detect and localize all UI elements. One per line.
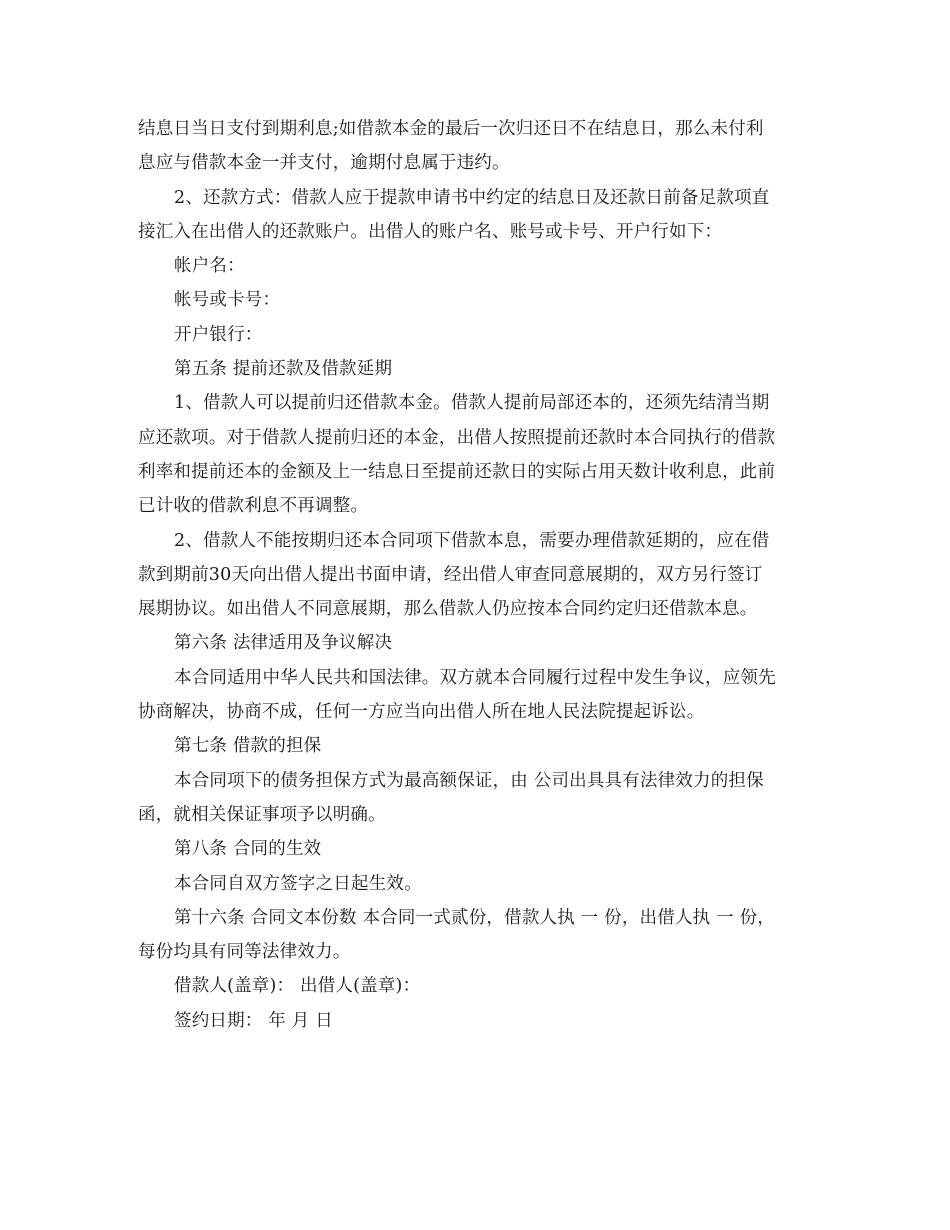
text-line: 接汇入在出借人的还款账户。出借人的账户名、账号或卡号、开户行如下： xyxy=(138,221,723,242)
text-line: 展期协议。如出借人不同意展期，那么借款人仍应按本合同约定归还借款本息。 xyxy=(138,599,758,620)
article-heading: 第六条 法律适用及争议解决 xyxy=(174,633,393,654)
text-line: 已计收的借款利息不再调整。 xyxy=(138,496,369,517)
document-page xyxy=(138,112,818,1038)
text-line: 结息日当日支付到期利息;如借款本金的最后一次归还日不在结息日，那么未付利 xyxy=(138,119,764,139)
text-line: 2、还款方式：借款人应于提款申请书中约定的结息日及还款日前备足款项直 xyxy=(174,187,770,208)
bank-label: 开户银行： xyxy=(174,324,263,345)
text-line: 应还款项。对于借款人提前归还的本金，出借人按照提前还款时本合同执行的借款 xyxy=(138,427,776,448)
text-line: 利率和提前还本的金额及上一结息日至提前还款日的实际占用天数计收利息，此前 xyxy=(138,461,776,482)
text-line: 每份均具有同等法律效力。 xyxy=(138,942,351,963)
text-line: 第十六条 合同文本份数 本合同一式贰份，借款人执 一 份，出借人执 一 份， xyxy=(174,907,775,928)
signing-date-line: 签约日期： 年 月 日 xyxy=(174,1010,333,1031)
text-line: 函，就相关保证事项予以明确。 xyxy=(138,804,386,825)
text-line: 款到期前30天向出借人提出书面申请，经出借人审查同意展期的，双方另行签订 xyxy=(138,564,763,585)
signature-line: 借款人(盖章)： 出借人(盖章)： xyxy=(174,976,421,997)
account-name-label: 帐户名： xyxy=(174,256,245,277)
text-line: 2、借款人不能按期归还本合同项下借款本息，需要办理借款延期的，应在借 xyxy=(174,530,770,551)
text-line: 息应与借款本金一并支付，逾期付息属于违约。 xyxy=(138,153,510,174)
text-line: 协商解决，协商不成，任何一方应当向出借人所在地人民法院提起诉讼。 xyxy=(138,702,705,723)
text-line: 本合同自双方签字之日起生效。 xyxy=(174,873,422,894)
text-line: 1、借款人可以提前归还借款本金。借款人提前局部还本的，还须先结清当期 xyxy=(174,393,770,414)
article-heading: 第七条 借款的担保 xyxy=(174,736,322,757)
text-line: 本合同项下的债务担保方式为最高额保证，由 公司出具具有法律效力的担保 xyxy=(174,770,764,791)
account-number-label: 帐号或卡号： xyxy=(174,290,281,311)
article-heading: 第五条 提前还款及借款延期 xyxy=(174,359,393,380)
article-heading: 第八条 合同的生效 xyxy=(174,839,322,860)
text-line: 本合同适用中华人民共和国法律。双方就本合同履行过程中发生争议，应领先 xyxy=(174,667,776,688)
